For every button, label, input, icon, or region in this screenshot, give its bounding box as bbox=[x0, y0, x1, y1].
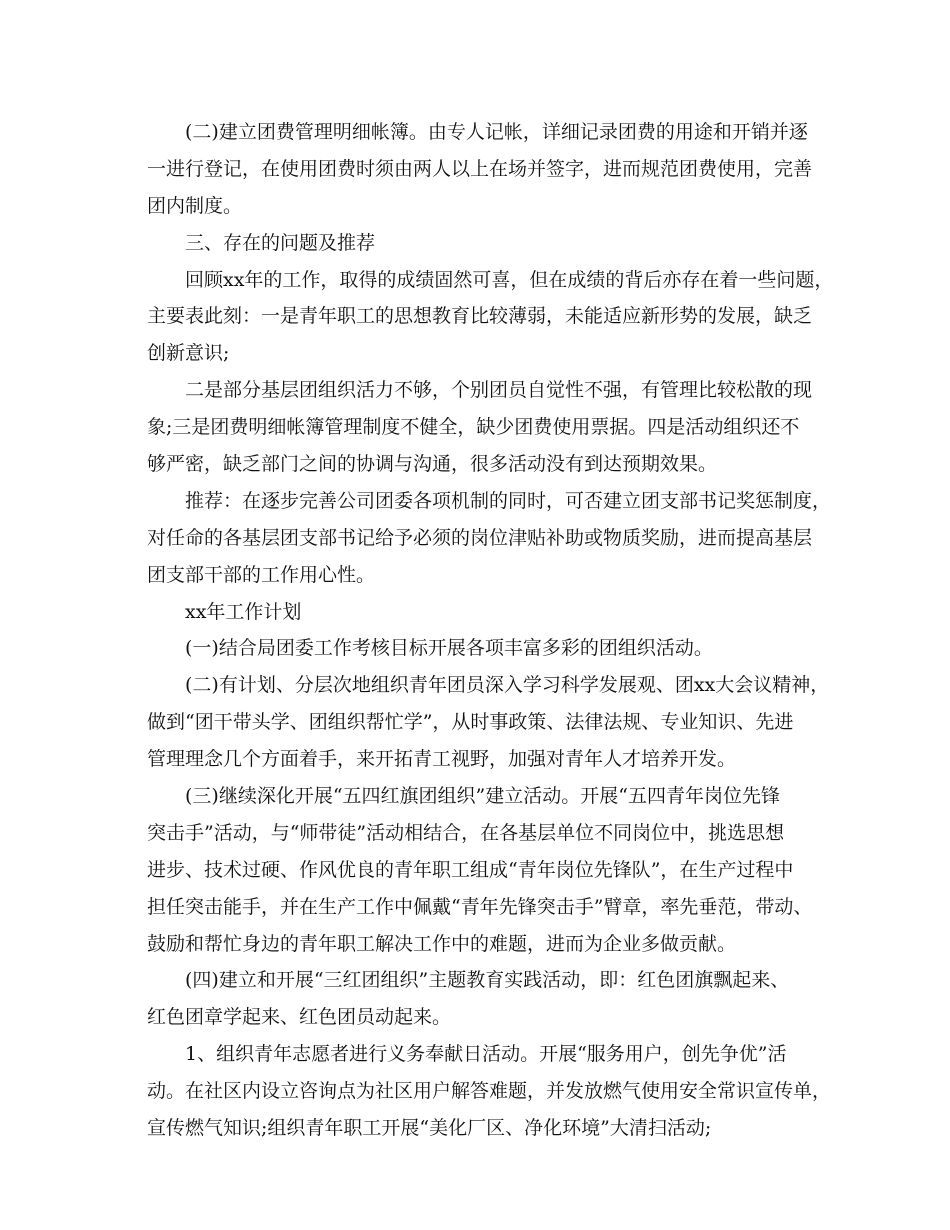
text-line: 对任命的各基层团支部书记给予必须的岗位津贴补助或物质奖励，进而提高基层 bbox=[147, 526, 813, 549]
text-line: 象;三是团费明细帐簿管理制度不健全，缺少团费使用票据。四是活动组织还不 bbox=[147, 416, 800, 439]
text-line: 红色团章学起来、红色团员动起来。 bbox=[147, 1006, 452, 1029]
text-line: 推荐：在逐步完善公司团委各项机制的同时，可否建立团支部书记奖惩制度， bbox=[185, 489, 832, 512]
text-line: (二)建立团费管理明细帐簿。由专人记帐，详细记录团费的用途和开销并逐 bbox=[185, 121, 808, 143]
text-line: 进步、技术过硬、作风优良的青年职工组成“青年岗位先锋队”，在生产过程中 bbox=[147, 858, 794, 881]
text-line: 动。在社区内设立咨询点为社区用户解答难题，并发放燃气使用安全常识宣传单， bbox=[147, 1080, 832, 1103]
text-line: (二)有计划、分层次地组织青年团员深入学习科学发展观、团xx大会议精神， bbox=[185, 674, 830, 697]
text-line: 团支部干部的工作用心性。 bbox=[147, 563, 376, 586]
text-line: 担任突击能手，并在生产工作中佩戴“青年先锋突击手”臂章，率先垂范，带动、 bbox=[147, 895, 813, 918]
text-line: 回顾xx年的工作，取得的成绩固然可喜，但在成绩的背后亦存在着一些问题， bbox=[185, 268, 834, 291]
text-line: 突击手”活动，与“师带徒”活动相结合，在各基层单位不同岗位中，挑选思想 bbox=[147, 821, 785, 844]
document-body bbox=[147, 114, 834, 1147]
text-line: 宣传燃气知识;组织青年职工开展“美化厂区、净化环境”大清扫活动; bbox=[147, 1117, 712, 1140]
text-line: 团内制度。 bbox=[147, 194, 243, 217]
text-line: 1、组织青年志愿者进行义务奉献日活动。开展“服务用户，创先争优”活 bbox=[185, 1043, 787, 1066]
text-line: 够严密，缺乏部门之间的协调与沟通，很多活动没有到达预期效果。 bbox=[147, 453, 718, 476]
text-line: 二是部分基层团组织活力不够，个别团员自觉性不强，有管理比较松散的现 bbox=[185, 379, 813, 402]
text-line: 主要表此刻：一是青年职工的思想教育比较薄弱，未能适应新形势的发展，缺乏 bbox=[147, 305, 813, 328]
text-line: 做到“团干带头学、团组织帮忙学”，从时事政策、法律法规、专业知识、先进 bbox=[147, 711, 794, 734]
text-line: 管理理念几个方面着手，来开拓青工视野，加强对青年人才培养开发。 bbox=[147, 748, 737, 771]
text-line: (四)建立和开展“三红团组织”主题教育实践活动，即：红色团旗飘起来、 bbox=[185, 969, 790, 992]
text-line: 创新意识; bbox=[147, 342, 230, 365]
text-line: 一进行登记，在使用团费时须由两人以上在场并签字，进而规范团费使用，完善 bbox=[147, 157, 813, 180]
text-line: (一)结合局团委工作考核目标开展各项丰富多彩的团组织活动。 bbox=[185, 637, 713, 660]
text-line: 三、存在的问题及推荐 bbox=[185, 231, 376, 254]
text-line: xx年工作计划 bbox=[185, 600, 302, 623]
text-line: (三)继续深化开展“五四红旗团组织”建立活动。开展“五四青年岗位先锋 bbox=[185, 785, 780, 808]
text-line: 鼓励和帮忙身边的青年职工解决工作中的难题，进而为企业多做贡献。 bbox=[147, 932, 737, 955]
